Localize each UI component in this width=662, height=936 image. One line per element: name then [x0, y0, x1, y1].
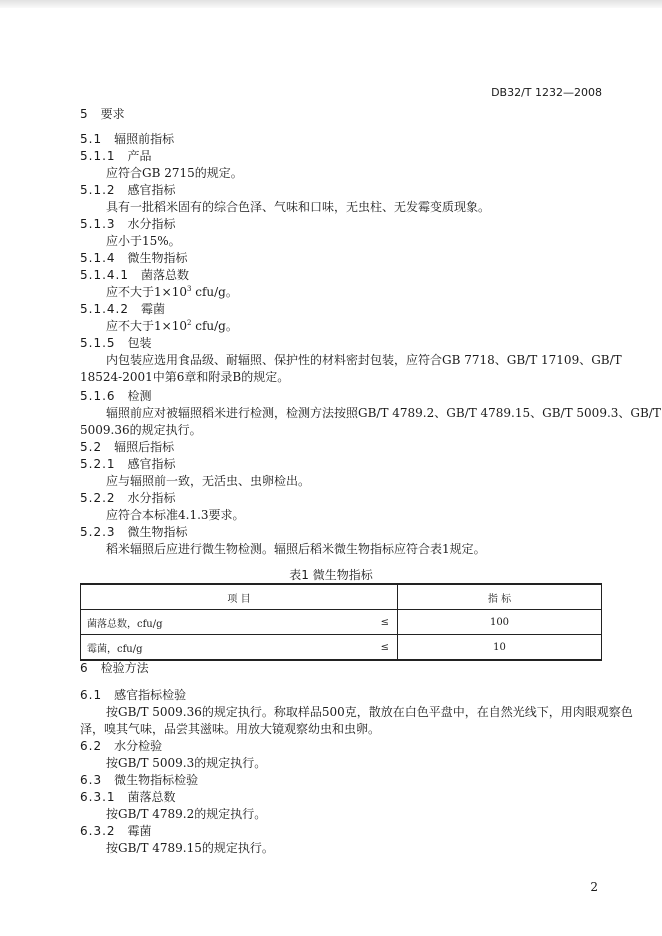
paragraph-line — [106, 806, 266, 822]
table-cell-name: 菌落总数，cfu/g — [81, 610, 368, 635]
section-title: 检测 — [127, 389, 152, 403]
section-number: 5.2.3 — [80, 525, 116, 539]
paragraph-text: 应不大于1×10 — [106, 285, 187, 299]
section-heading — [80, 660, 149, 676]
section-title: 菌落总数 — [140, 268, 189, 282]
paragraph-text: 5009.36的规定执行。 — [80, 423, 202, 437]
section-number: 6.1 — [80, 688, 103, 702]
table-row — [81, 635, 602, 661]
section-heading — [80, 301, 165, 317]
section-title: 辐照前指标 — [114, 132, 175, 146]
exponent: 3 — [186, 285, 192, 293]
section-number: 5.1.4.1 — [80, 268, 129, 282]
section-heading — [80, 687, 186, 703]
paragraph-unit: cfu/g。 — [191, 285, 238, 299]
table-caption: 表1 微生物指标 — [289, 568, 373, 582]
section-number: 6.2 — [80, 739, 103, 753]
section-heading — [80, 823, 152, 839]
paragraph-text: 泽，嗅其气味，品尝其滋味。用放大镜观察幼虫和虫卵。 — [80, 722, 381, 736]
section-number: 6 — [80, 661, 89, 675]
section-title: 检验方法 — [100, 661, 149, 675]
table-cell-operator: ≤ — [367, 635, 398, 661]
paragraph-line — [106, 199, 490, 215]
section-title: 霉菌 — [140, 302, 165, 316]
paragraph-text: 稻米辐照后应进行微生物检测。辐照后稻米微生物指标应符合表1规定。 — [106, 542, 486, 556]
section-title: 微生物指标检验 — [114, 773, 199, 787]
section-heading — [80, 439, 174, 455]
section-number: 5.1.3 — [80, 217, 116, 231]
table-cell-value: 100 — [398, 610, 602, 635]
section-title: 霉菌 — [127, 824, 152, 838]
paragraph-line — [106, 704, 633, 720]
table-row — [81, 610, 602, 635]
paragraph-line — [106, 352, 622, 368]
section-number: 5.2.2 — [80, 491, 116, 505]
paragraph-text: 具有一批稻米固有的综合色泽、气味和口味，无虫柱、无发霉变质现象。 — [106, 200, 491, 214]
section-heading — [80, 490, 176, 506]
section-number: 6.3.1 — [80, 790, 116, 804]
section-heading — [80, 456, 176, 472]
table-header-value: 指 标 — [398, 584, 602, 610]
paragraph-line — [106, 473, 310, 489]
paragraph-line — [106, 840, 274, 856]
paragraph-unit: cfu/g。 — [191, 319, 238, 333]
section-number: 5.1.5 — [80, 336, 116, 350]
section-title: 水分指标 — [127, 217, 176, 231]
table-cell-name: 霉菌，cfu/g — [81, 635, 368, 661]
exponent: 2 — [186, 319, 192, 327]
section-heading — [80, 148, 152, 164]
paragraph-text: 内包装应选用食品级、耐辐照、保护性的材料密封包装，应符合GB 7718、GB/T 17109、GB/T — [106, 353, 622, 367]
table-header-item: 项 目 — [81, 584, 398, 610]
standard-code: DB32/T 1232—2008 — [491, 86, 602, 99]
paragraph-text: 应小于15%。 — [106, 234, 181, 248]
paragraph-line — [106, 507, 245, 523]
paragraph-line — [106, 405, 661, 421]
section-title: 菌落总数 — [127, 790, 176, 804]
paragraph-line — [106, 233, 181, 249]
section-heading — [80, 789, 176, 805]
paragraph-line — [80, 422, 202, 438]
section-heading — [80, 388, 152, 404]
section-title: 水分指标 — [127, 491, 176, 505]
section-heading — [80, 182, 176, 198]
section-heading — [80, 524, 188, 540]
section-number: 5.2.1 — [80, 457, 116, 471]
paragraph-line — [80, 369, 289, 385]
paragraph-text: 按GB/T 4789.15的规定执行。 — [106, 841, 274, 855]
paragraph-line — [106, 318, 238, 334]
paragraph-text: 辐照前应对被辐照稻米进行检测，检测方法按照GB/T 4789.2、GB/T 4789.15、GB/T 5009.3、GB/T — [106, 406, 661, 420]
section-number: 5.1.4.2 — [80, 302, 129, 316]
paragraph-line — [80, 721, 380, 737]
microbial-table — [80, 583, 602, 661]
section-title: 要求 — [100, 107, 125, 121]
section-title: 包装 — [127, 336, 152, 350]
section-number: 5 — [80, 107, 89, 121]
paragraph-line — [106, 541, 486, 557]
paragraph-line — [106, 755, 266, 771]
section-title: 辐照后指标 — [114, 440, 175, 454]
section-title: 感官指标 — [127, 457, 176, 471]
section-number: 6.3.2 — [80, 824, 116, 838]
table-cell-operator: ≤ — [367, 610, 398, 635]
section-number: 5.1.6 — [80, 389, 116, 403]
paragraph-text: 应不大于1×10 — [106, 319, 187, 333]
paragraph-text: 应与辐照前一致，无活虫、虫卵检出。 — [106, 474, 311, 488]
section-title: 微生物指标 — [127, 251, 188, 265]
section-heading — [80, 216, 176, 232]
paragraph-text: 按GB/T 4789.2的规定执行。 — [106, 807, 267, 821]
section-heading — [80, 106, 125, 122]
section-heading — [80, 335, 152, 351]
section-heading — [80, 250, 188, 266]
section-number: 5.1.4 — [80, 251, 116, 265]
section-number: 5.1.1 — [80, 149, 116, 163]
section-title: 水分检验 — [114, 739, 163, 753]
paragraph-line — [106, 165, 243, 181]
page-number: 2 — [590, 880, 598, 894]
section-title: 感官指标检验 — [114, 688, 187, 702]
section-number: 5.1 — [80, 132, 103, 146]
section-number: 5.2 — [80, 440, 103, 454]
paragraph-text: 应符合本标准4.1.3要求。 — [106, 508, 245, 522]
section-heading — [80, 772, 198, 788]
section-number: 5.1.2 — [80, 183, 116, 197]
section-title: 产品 — [127, 149, 152, 163]
paragraph-text: 按GB/T 5009.36的规定执行。称取样品500克，散放在白色平盘中，在自然光线下，用肉眼观察色 — [106, 705, 633, 719]
section-title: 微生物指标 — [127, 525, 188, 539]
paragraph-text: 18524-2001中第6章和附录B的规定。 — [80, 370, 290, 384]
section-number: 6.3 — [80, 773, 103, 787]
paragraph-text: 按GB/T 5009.3的规定执行。 — [106, 756, 267, 770]
table-cell-value: 10 — [398, 635, 602, 661]
section-heading — [80, 131, 174, 147]
paragraph-text: 应符合GB 2715的规定。 — [106, 166, 243, 180]
scan-edge — [0, 0, 662, 8]
paragraph-line — [106, 284, 238, 300]
section-title: 感官指标 — [127, 183, 176, 197]
section-heading — [80, 267, 189, 283]
section-heading — [80, 738, 162, 754]
